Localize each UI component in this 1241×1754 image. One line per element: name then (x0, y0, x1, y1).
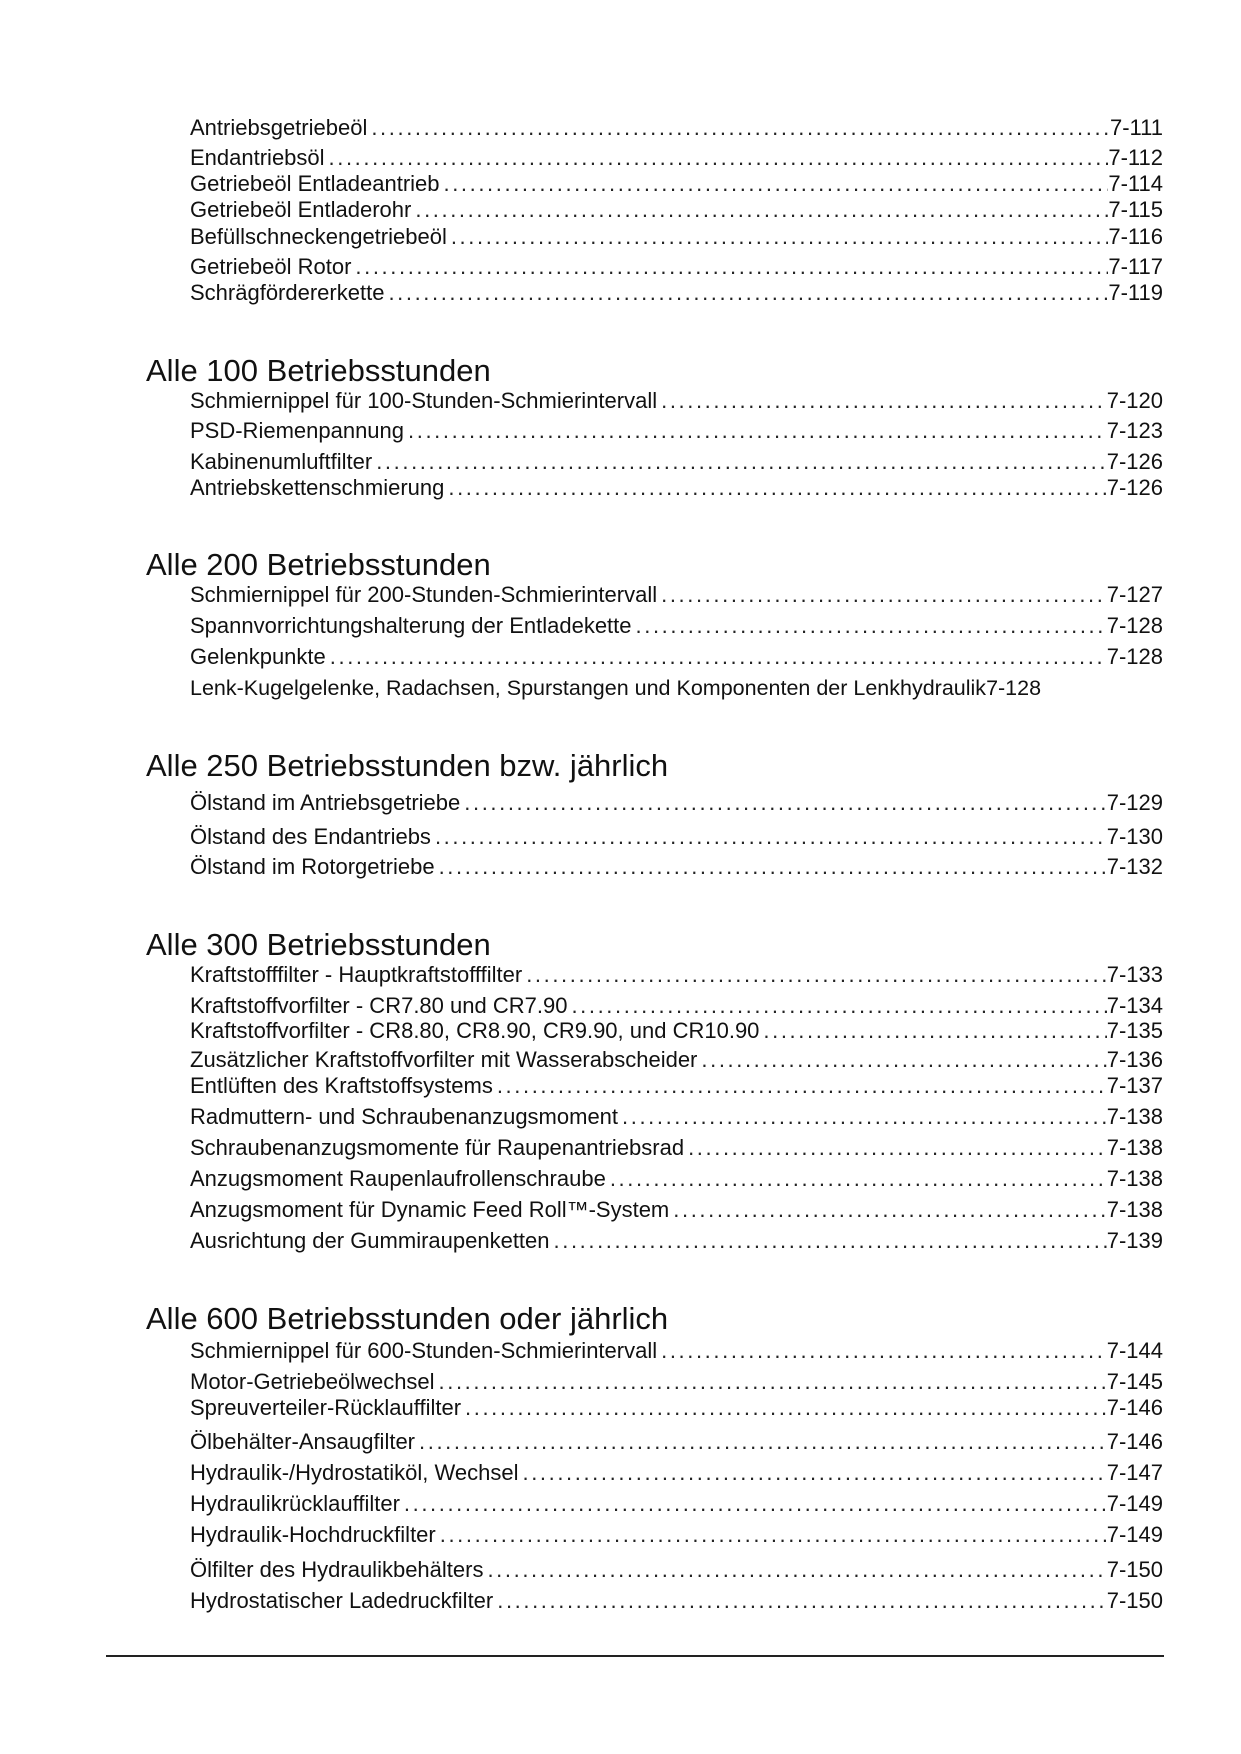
toc-entry[interactable] (190, 1164, 1163, 1194)
toc-entry-title: Kabinenumluftfilter (190, 449, 373, 474)
toc-entry-title: Anzugsmoment Raupenlaufrollenschraube (190, 1166, 606, 1191)
toc-entry-title: Hydrostatischer Ladedruckfilter (190, 1588, 494, 1613)
toc-entry-page: 7-138 (1106, 1166, 1163, 1191)
toc-entry-title: Ölstand im Rotorgetriebe (190, 854, 435, 879)
toc-entry-page: 7-126 (1106, 449, 1163, 474)
toc-entry-page: 7-115 (1108, 197, 1163, 222)
toc-entry-title: Antriebskettenschmierung (190, 475, 445, 500)
toc-entry-page: 7-134 (1106, 993, 1163, 1018)
toc-entry-title: Hydraulik-/Hydrostatiköl, Wechsel (190, 1460, 519, 1485)
toc-entry[interactable] (190, 960, 1163, 990)
toc-entry-page: 7-129 (1106, 790, 1163, 815)
toc-entry-page: 7-146 (1106, 1395, 1163, 1420)
toc-entry-page: 7-137 (1106, 1073, 1163, 1098)
section-heading: Alle 200 Betriebsstunden (146, 547, 491, 582)
dot-leader (384, 278, 1108, 308)
toc-entry[interactable] (190, 1489, 1163, 1519)
dot-leader (606, 1164, 1107, 1194)
toc-entry[interactable] (190, 1586, 1163, 1616)
toc-entry-page: 7-147 (1106, 1460, 1163, 1485)
dot-leader (415, 1427, 1107, 1457)
dot-leader (493, 1071, 1107, 1101)
toc-entry[interactable] (190, 195, 1163, 225)
dot-leader (431, 822, 1107, 852)
toc-entry-title: Ausrichtung der Gummiraupenketten (190, 1228, 550, 1253)
toc-entry-title: Gelenkpunkte (190, 644, 326, 669)
toc-entry-page: 7-128 (986, 676, 1042, 700)
toc-entry-title: Schmiernippel für 100-Stunden-Schmierintervall (190, 388, 658, 413)
section-heading: Alle 300 Betriebsstunden (146, 927, 491, 962)
dot-leader (461, 1393, 1107, 1423)
toc-entry[interactable] (190, 278, 1163, 308)
toc-entry[interactable] (190, 611, 1163, 641)
dot-leader (518, 1458, 1106, 1488)
toc-entry-page: 7-128 (1106, 613, 1163, 638)
dot-leader (669, 1195, 1106, 1225)
toc-entry[interactable] (190, 1336, 1163, 1366)
toc-entry-title: Hydraulik-Hochdruckfilter (190, 1522, 436, 1547)
toc-entry[interactable] (190, 673, 1163, 703)
toc-entry-page: 7-146 (1106, 1429, 1163, 1454)
toc-entry-page: 7-130 (1106, 824, 1163, 849)
footer-rule (106, 1655, 1164, 1657)
toc-entry-page: 7-138 (1106, 1135, 1163, 1160)
toc-entry-title: PSD-Riemenpannung (190, 418, 405, 443)
toc-entry-title: Kraftstoffvorfilter - CR8.80, CR8.90, CR9.90, und CR10.90 (190, 1018, 760, 1043)
toc-entry-page: 7-111 (1109, 115, 1163, 140)
toc-entry-title: Antriebsgetriebeöl (190, 115, 368, 140)
toc-entry-title: Entlüften des Kraftstoffsystems (190, 1073, 493, 1098)
toc-entry-page: 7-144 (1106, 1338, 1163, 1363)
toc-entry-page: 7-117 (1108, 254, 1163, 279)
toc-entry-title: Schraubenanzugsmomente für Raupenantriebsrad (190, 1135, 685, 1160)
dot-leader (657, 386, 1107, 416)
toc-entry-page: 7-114 (1108, 171, 1163, 196)
dot-leader (657, 580, 1107, 610)
dot-leader (404, 416, 1107, 446)
toc-entry-page: 7-119 (1108, 280, 1163, 305)
toc-entry[interactable] (190, 1071, 1163, 1101)
toc-entry-title: Getriebeöl Entladeantrieb (190, 171, 440, 196)
toc-entry-title: Hydraulikrücklauffilter (190, 1491, 400, 1516)
toc-entry-page: 7-139 (1106, 1228, 1163, 1253)
dot-leader (618, 1102, 1107, 1132)
toc-entry-page: 7-126 (1106, 475, 1163, 500)
toc-entry[interactable] (190, 1393, 1163, 1423)
toc-entry-page: 7-123 (1106, 418, 1163, 443)
toc-entry[interactable] (190, 822, 1163, 852)
toc-entry-page: 7-138 (1106, 1197, 1163, 1222)
toc-entry[interactable] (190, 416, 1163, 446)
dot-leader (411, 195, 1108, 225)
section-heading: Alle 100 Betriebsstunden (146, 353, 491, 388)
toc-entry[interactable] (190, 1016, 1163, 1046)
toc-entry-title: Kraftstofffilter - Hauptkraftstofffilter (190, 962, 523, 987)
toc-entry[interactable] (190, 113, 1163, 143)
toc-entry[interactable] (190, 1427, 1163, 1457)
dot-leader (400, 1489, 1107, 1519)
toc-entry[interactable] (190, 1102, 1163, 1132)
toc-entry-page: 7-149 (1106, 1522, 1163, 1547)
toc-entry-title: Endantriebsöl (190, 145, 325, 170)
toc-entry[interactable] (190, 1133, 1163, 1163)
dot-leader (632, 611, 1107, 641)
toc-entry[interactable] (190, 1555, 1163, 1585)
toc-entry[interactable] (190, 852, 1163, 882)
toc-entry[interactable] (190, 1458, 1163, 1488)
toc-entry-page: 7-135 (1106, 1018, 1163, 1043)
toc-entry-page: 7-128 (1106, 644, 1163, 669)
toc-entry-title: Getriebeöl Rotor (190, 254, 352, 279)
dot-leader (759, 1016, 1106, 1046)
toc-entry[interactable] (190, 1195, 1163, 1225)
toc-entry-title: Radmuttern- und Schraubenanzugsmoment (190, 1104, 619, 1129)
toc-entry-title: Lenk-Kugelgelenke, Radachsen, Spurstangen und Komponenten der Lenkhydraulik (190, 676, 987, 700)
toc-entry[interactable] (190, 473, 1163, 503)
toc-entry-page: 7-116 (1108, 224, 1163, 249)
toc-entry[interactable] (190, 1226, 1163, 1256)
dot-leader (550, 1226, 1107, 1256)
toc-entry[interactable] (190, 222, 1163, 252)
toc-entry-title: Spannvorrichtungshalterung der Entladekette (190, 613, 632, 638)
toc-entry-title: Schrägfördererkette (190, 280, 385, 305)
dot-leader (493, 1586, 1106, 1616)
dot-leader (447, 222, 1109, 252)
toc-entry[interactable] (190, 580, 1163, 610)
toc-entry[interactable] (190, 788, 1163, 818)
toc-entry-title: Schmiernippel für 600-Stunden-Schmierintervall (190, 1338, 658, 1363)
dot-leader (436, 1520, 1107, 1550)
dot-leader (684, 1133, 1107, 1163)
toc-entry-page: 7-112 (1108, 145, 1163, 170)
toc-entry-title: Motor-Getriebeölwechsel (190, 1369, 435, 1394)
toc-entry-title: Ölstand im Antriebsgetriebe (190, 790, 461, 815)
toc-entry-title: Kraftstoffvorfilter - CR7.80 und CR7.90 (190, 993, 568, 1018)
toc-entry[interactable] (190, 642, 1163, 672)
toc-entry-page: 7-136 (1106, 1047, 1163, 1072)
toc-entry-page: 7-149 (1106, 1491, 1163, 1516)
toc-entry-title: Ölstand des Endantriebs (190, 824, 431, 849)
toc-entry-page: 7-133 (1106, 962, 1163, 987)
dot-leader (483, 1555, 1106, 1585)
toc-entry-title: Ölfilter des Hydraulikbehälters (190, 1557, 484, 1582)
toc-entry-page: 7-127 (1106, 582, 1163, 607)
toc-entry-page: 7-145 (1106, 1369, 1163, 1394)
toc-entry[interactable] (190, 386, 1163, 416)
dot-leader (435, 852, 1107, 882)
toc-entry-title: Getriebeöl Entladerohr (190, 197, 412, 222)
toc-entry-page: 7-150 (1106, 1557, 1163, 1582)
dot-leader (444, 473, 1106, 503)
dot-leader (460, 788, 1106, 818)
toc-entry-title: Befüllschneckengetriebeöl (190, 224, 447, 249)
dot-leader (367, 113, 1110, 143)
toc-entry-page: 7-138 (1106, 1104, 1163, 1129)
toc-entry-page: 7-132 (1106, 854, 1163, 879)
toc-entry-title: Spreuverteiler-Rücklauffilter (190, 1395, 462, 1420)
dot-leader (326, 642, 1107, 672)
toc-entry-title: Schmiernippel für 200-Stunden-Schmierintervall (190, 582, 658, 607)
dot-leader (657, 1336, 1107, 1366)
toc-entry-page: 7-150 (1106, 1588, 1163, 1613)
dot-leader (522, 960, 1107, 990)
toc-entry-title: Zusätzlicher Kraftstoffvorfilter mit Wasserabscheider (190, 1047, 698, 1072)
toc-entry-page: 7-120 (1106, 388, 1163, 413)
section-heading: Alle 600 Betriebsstunden oder jährlich (146, 1301, 669, 1336)
toc-entry-title: Ölbehälter-Ansaugfilter (190, 1429, 416, 1454)
toc-entry[interactable] (190, 1520, 1163, 1550)
section-heading: Alle 250 Betriebsstunden bzw. jährlich (146, 748, 669, 783)
toc-entry-title: Anzugsmoment für Dynamic Feed Roll™-System (190, 1197, 670, 1222)
